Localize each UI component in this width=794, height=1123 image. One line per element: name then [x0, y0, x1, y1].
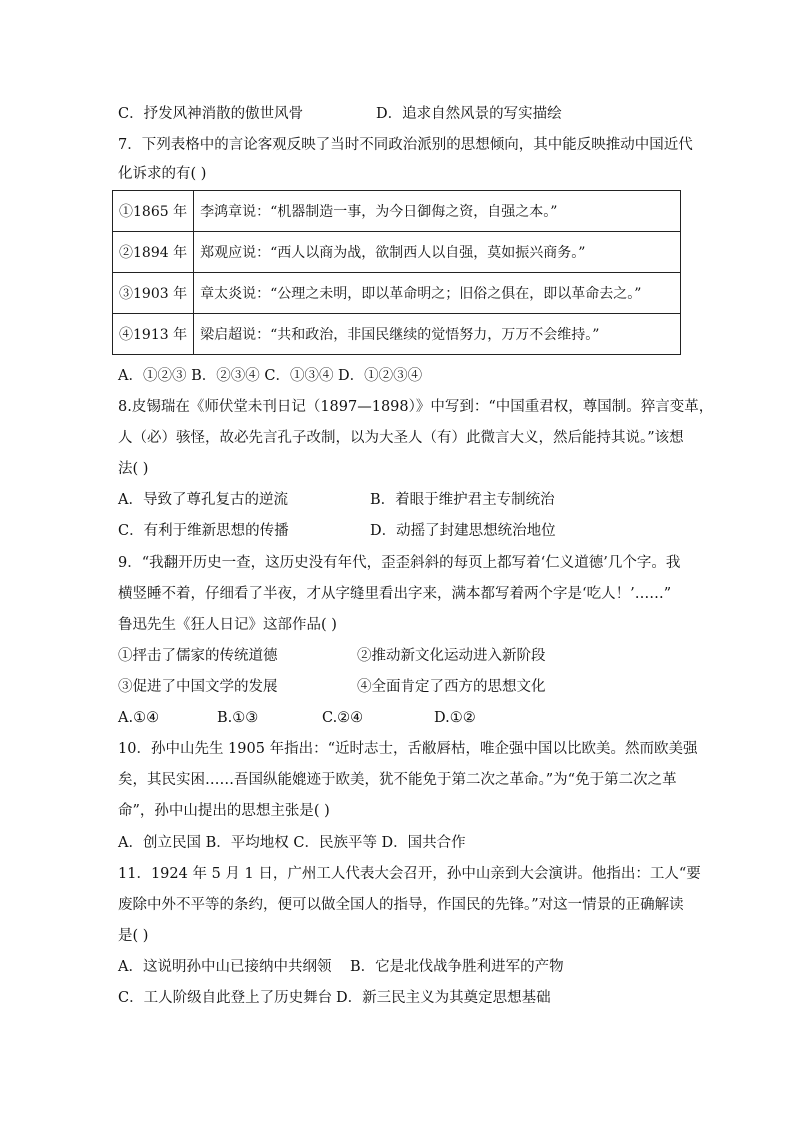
q8-stem: 8.皮锡瑞在《师伏堂未刊日记（1897—1898）》中写到：“中国重君权，尊国制。猝言变革，: [118, 399, 714, 415]
q6-option-c: C．抒发风神消散的傲世风骨: [118, 106, 304, 122]
q8-option-c: C．有利于维新思想的传播: [118, 523, 289, 539]
table-row: [113, 273, 681, 314]
q7-quote-table: [112, 190, 681, 355]
table-cell-quote: 李鸿章说：“机器制造一事，为今日御侮之资，自强之本。”: [194, 191, 681, 232]
q8-stem-end: 法( ): [118, 461, 149, 477]
table-row: [113, 191, 681, 232]
table-cell-quote: 梁启超说：“共和政治，非国民继续的觉悟努力，万万不会维持。”: [194, 314, 681, 355]
q9-item-4: ④全面肯定了西方的思想文化: [357, 679, 546, 695]
q6-option-d: D．追求自然风景的写实描绘: [376, 106, 562, 122]
q10-stem-end: 命”，孙中山提出的思想主张是( ): [118, 803, 330, 819]
q9-item-2: ②推动新文化运动进入新阶段: [357, 648, 546, 664]
table-cell-year: ①1865 年: [113, 191, 194, 232]
q11-option-a: A．这说明孙中山已接纳中共纲领: [118, 959, 332, 975]
q11-stem: 11．1924 年 5 月 1 日，广州工人代表大会召开，孙中山亲到大会演讲。他指出：工人“要: [118, 866, 701, 882]
q9-stem: 9．“我翻开历史一查，这历史没有年代，歪歪斜斜的每页上都写着‘仁义道德’几个字。我: [118, 555, 681, 571]
q9-option-c: C.②④: [322, 710, 364, 726]
q10-stem-cont: 矣，其民实困……吾国纵能媲迹于欧美，犹不能免于第二次之革命。”为“免于第二次之革: [118, 772, 677, 788]
table-row: [113, 232, 681, 273]
table-cell-year: ②1894 年: [113, 232, 194, 273]
q10-options: A．创立民国 B．平均地权 C．民族平等 D．国共合作: [118, 835, 466, 851]
table-cell-quote: 郑观应说：“西人以商为战，欲制西人以自强，莫如振兴商务。”: [194, 232, 681, 273]
q7-options: A．①②③ B．②③④ C．①③④ D．①②③④: [118, 368, 423, 384]
q8-stem-cont: 人（必）骇怪，故必先言孔子改制，以为大圣人（有）此微言大义，然后能持其说。”该想: [118, 430, 684, 446]
q8-option-d: D．动摇了封建思想统治地位: [370, 523, 556, 539]
q7-stem-cont: 化诉求的有( ): [118, 166, 207, 182]
q9-option-b: B.①③: [217, 710, 259, 726]
q9-option-a: A.①④: [118, 710, 160, 726]
q11-option-b: B．它是北伐战争胜利进军的产物: [350, 959, 564, 975]
q9-stem-end: 鲁迅先生《狂人日记》这部作品( ): [118, 617, 337, 633]
table-cell-year: ③1903 年: [113, 273, 194, 314]
q11-stem-cont: 废除中外不平等的条约，便可以做全国人的指导，作国民的先锋。”对这一情景的正确解读: [118, 897, 684, 913]
q8-option-a: A．导致了尊孔复古的逆流: [118, 492, 288, 508]
q11-stem-end: 是( ): [118, 928, 149, 944]
q11-option-d: D．新三民主义为其奠定思想基础: [336, 990, 551, 1006]
q8-option-b: B．着眼于维护君主专制统治: [370, 492, 555, 508]
q7-stem: 7．下列表格中的言论客观反映了当时不同政治派别的思想倾向，其中能反映推动中国近代: [118, 137, 693, 153]
table-row: [113, 314, 681, 355]
q10-stem: 10．孙中山先生 1905 年指出：“近时志士，舌敝唇枯，唯企强中国以比欧美。然而欧美强: [118, 741, 698, 757]
table-cell-quote: 章太炎说：“公理之未明，即以革命明之；旧俗之俱在，即以革命去之。”: [194, 273, 681, 314]
q9-item-3: ③促进了中国文学的发展: [118, 679, 278, 695]
q9-option-d: D.①②: [434, 710, 476, 726]
q11-option-c: C．工人阶级自此登上了历史舞台: [118, 990, 333, 1006]
q9-stem-cont: 横竖睡不着，仔细看了半夜，才从字缝里看出字来，满本都写着两个字是‘吃人！’……”: [118, 586, 672, 602]
table-cell-year: ④1913 年: [113, 314, 194, 355]
q9-item-1: ①抨击了儒家的传统道德: [118, 648, 278, 664]
